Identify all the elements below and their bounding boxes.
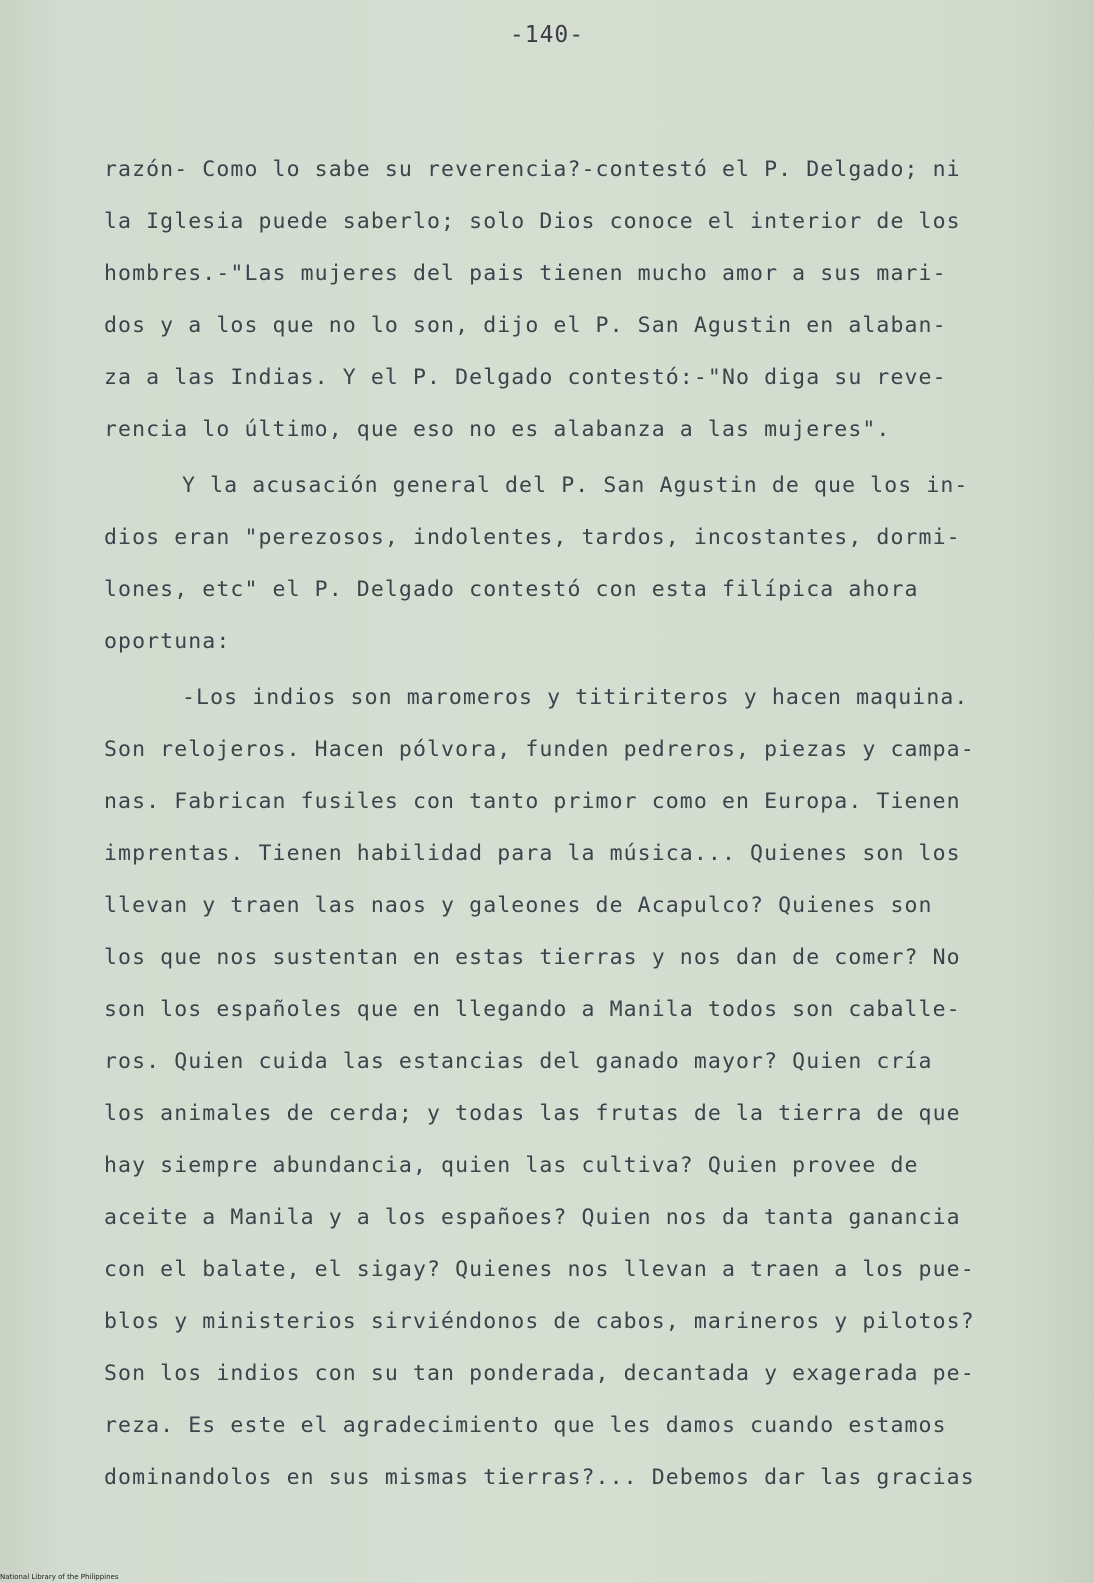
text-line: rencia lo último, que eso no es alabanza a las mujeres". xyxy=(104,417,891,442)
text-line: reza. Es este el agradecimiento que les damos cuando estamos xyxy=(104,1413,947,1438)
text-line: razón- Como lo sabe su reverencia?-contestó el P. Delgado; ni xyxy=(104,157,961,182)
paragraph-start-line: Y la acusación general del P. San Agustin de que los in- xyxy=(182,473,969,498)
text-line: dios eran "perezosos, indolentes, tardos, incostantes, dormi- xyxy=(104,525,961,550)
text-line: la Iglesia puede saberlo; solo Dios conoce el interior de los xyxy=(104,209,961,234)
text-line: llevan y traen las naos y galeones de Acapulco? Quienes son xyxy=(104,893,933,918)
text-line: nas. Fabrican fusiles con tanto primor como en Europa. Tienen xyxy=(104,789,961,814)
text-line: imprentas. Tienen habilidad para la música... Quienes son los xyxy=(104,841,961,866)
text-line: los animales de cerda; y todas las frutas de la tierra de que xyxy=(104,1101,961,1126)
text-line: ros. Quien cuida las estancias del ganado mayor? Quien cría xyxy=(104,1049,933,1074)
text-line: aceite a Manila y a los españoes? Quien nos da tanta ganancia xyxy=(104,1205,961,1230)
text-line: lones, etc" el P. Delgado contestó con esta filípica ahora xyxy=(104,577,919,602)
text-line: oportuna: xyxy=(104,629,231,654)
text-line: hombres.-"Las mujeres del pais tienen mucho amor a sus mari- xyxy=(104,261,947,286)
text-line: dos y a los que no lo son, dijo el P. San Agustin en alaban- xyxy=(104,313,947,338)
typewritten-body xyxy=(104,144,1044,1504)
text-line: con el balate, el sigay? Quienes nos llevan a traen a los pue- xyxy=(104,1257,975,1282)
page-number: -140- xyxy=(509,22,585,48)
paragraph-start-line: -Los indios son maromeros y titiriteros y hacen maquina. xyxy=(182,685,969,710)
text-line: son los españoles que en llegando a Manila todos son caballe- xyxy=(104,997,961,1022)
text-line: Son los indios con su tan ponderada, decantada y exagerada pe- xyxy=(104,1361,975,1386)
text-line: hay siempre abundancia, quien las cultiva? Quien provee de xyxy=(104,1153,919,1178)
text-line: los que nos sustentan en estas tierras y nos dan de comer? No xyxy=(104,945,961,970)
text-line: dominandolos en sus mismas tierras?... Debemos dar las gracias xyxy=(104,1465,975,1490)
text-line: Son relojeros. Hacen pólvora, funden pedreros, piezas y campa- xyxy=(104,737,975,762)
text-line: blos y ministerios sirviéndonos de cabos, marineros y pilotos? xyxy=(104,1309,975,1334)
text-line: za a las Indias. Y el P. Delgado contestó:-"No diga su reve- xyxy=(104,365,947,390)
library-watermark: National Library of the Philippines xyxy=(0,1573,119,1581)
